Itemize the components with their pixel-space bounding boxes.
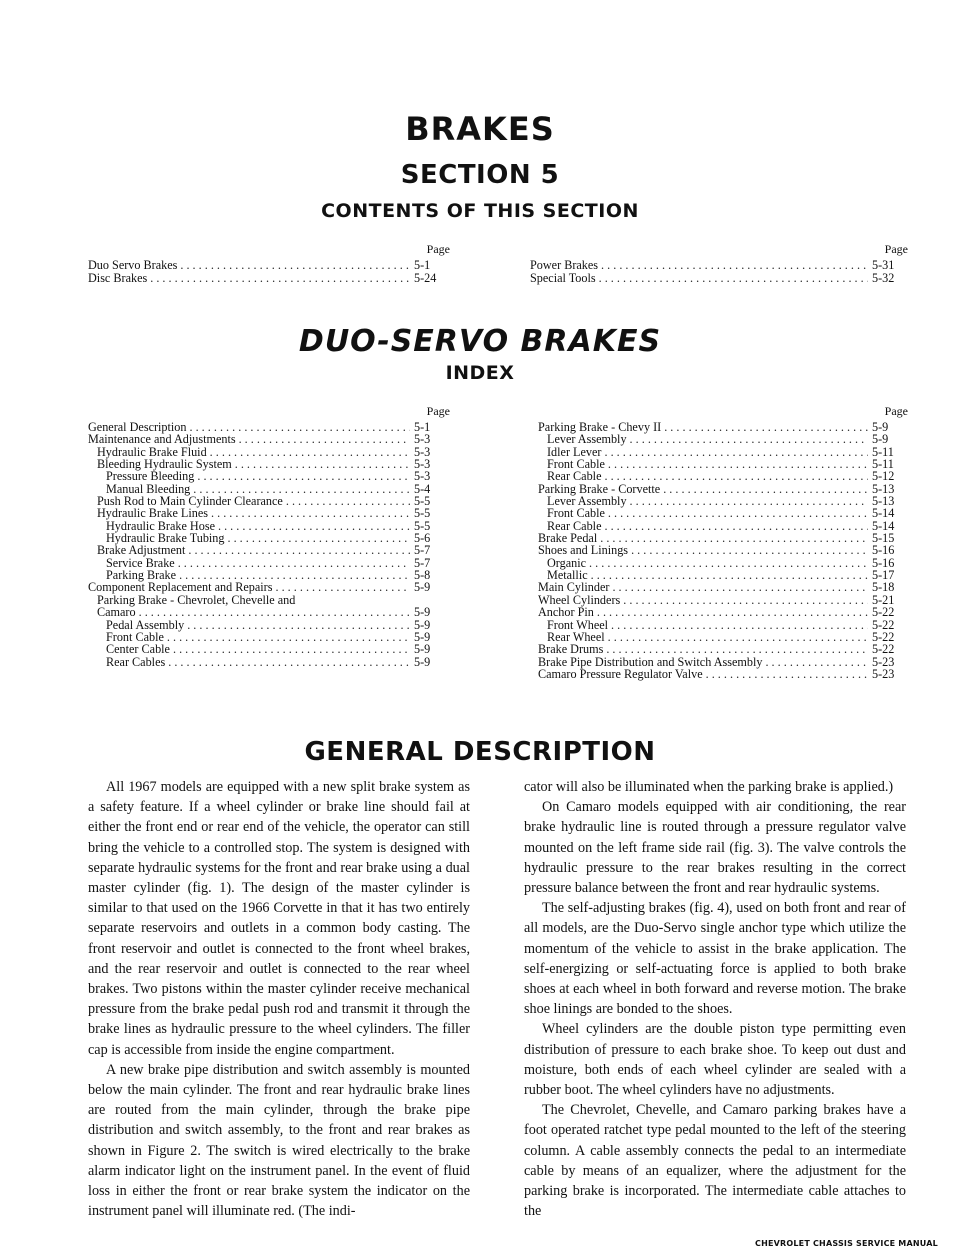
toc-entry	[88, 544, 450, 556]
section-number: SECTION 5	[400, 160, 560, 190]
body-paragraph: On Camaro models equipped with air conditioning, the rear brake hydraulic line is routed through a pressure regulator valve mounted on the left frame side rail (fig. 3). The valve controls the hydraulic pressure to the rear brakes resulting in the correct pressure balance between the front and rear hydraulic systems.	[524, 799, 906, 897]
toc-entry-page: 5-5	[414, 518, 431, 533]
toc-entry-page: 5-12	[872, 469, 895, 484]
duo-servo-heading: DUO-SERVO BRAKES	[298, 324, 662, 359]
toc-entry-label: Organic	[547, 555, 587, 570]
dot-leader	[601, 259, 868, 272]
toc-entry-page: 5-18	[872, 580, 895, 595]
toc-entry-label: Front Wheel	[547, 617, 609, 632]
dot-leader	[239, 433, 410, 445]
dot-leader	[235, 458, 410, 470]
toc-entry-page: 5-4	[414, 481, 431, 496]
toc-entry-label: Camaro Pressure Regulator Valve	[538, 666, 703, 681]
toc-entry-label: Brake Drums	[538, 642, 604, 657]
dot-leader	[173, 643, 410, 655]
toc-entry-page: 5-9	[414, 617, 431, 632]
toc-entry	[88, 643, 450, 655]
dot-leader	[180, 259, 410, 272]
toc-entry-page: 5-9	[414, 605, 431, 620]
toc-entry	[530, 272, 908, 285]
dot-leader	[150, 272, 410, 285]
toc-entry-label: Hydraulic Brake Fluid	[97, 444, 207, 459]
toc-entry-label: General Description	[88, 420, 187, 434]
dot-leader	[706, 668, 868, 680]
toc-entry	[88, 594, 450, 606]
index-list-left	[88, 405, 450, 668]
dot-leader	[597, 606, 868, 618]
page-column-header: Page	[426, 242, 450, 256]
toc-entry-label: Maintenance and Adjustments	[88, 432, 236, 447]
toc-entry-page: 5-23	[872, 666, 895, 681]
contents-heading: CONTENTS OF THIS SECTION	[321, 200, 639, 222]
dot-leader	[631, 544, 868, 556]
index-list-right	[538, 405, 908, 680]
toc-entry	[538, 470, 908, 482]
dot-leader	[286, 495, 410, 507]
toc-entry-page: 5-9	[872, 420, 889, 434]
toc-entry-label: Camaro	[97, 605, 136, 620]
body-paragraph: cator will also be illuminated when the parking brake is applied.)	[524, 779, 894, 795]
body-paragraph: Wheel cylinders are the double piston type permitting even distribution of pressure to each brake shoe. To keep out dust and moisture, both ends of each wheel cylinder are sealed with a rubber boot. The wheel cylinders have no adjustments.	[524, 1021, 906, 1099]
dot-leader	[218, 520, 410, 532]
general-description-heading: GENERAL DESCRIPTION	[304, 737, 656, 767]
toc-entry-page: 5-16	[872, 555, 895, 570]
dot-leader	[168, 656, 410, 668]
toc-entry-page: 5-3	[414, 457, 431, 472]
toc-entry-label: Front Cable	[547, 506, 605, 521]
dot-leader	[599, 272, 868, 285]
dot-leader	[608, 458, 868, 470]
page-column-header: Page	[426, 404, 450, 418]
toc-entry-label: Center Cable	[106, 642, 170, 657]
dot-leader	[604, 470, 868, 482]
toc-entry-page: 5-15	[872, 531, 895, 546]
dot-leader	[591, 569, 868, 581]
dot-leader	[197, 470, 410, 482]
toc-entry	[538, 619, 908, 631]
body-paragraph: All 1967 models are equipped with a new split brake system as a safety feature. If a wheel cylinder or brake line should fail at either the front end or rear end of the vehicle, the operator can still bring the vehicle to a controlled stop. The system is designed with separate hydraulic systems for the front and rear brake using a dual master cylinder (fig. 1). The design of the master cylinder is similar to that used on the 1966 Corvette in that it has two entirely separate reservoirs and outlets in a common body casting. The front reservoir and outlet is connected to the front wheel brakes, and the rear reservoir and outlet is connected to the rear wheel brakes. Two pistons within the master cylinder receive mechanical pressure from the brake pedal push rod and transmit it through the brake lines as hydraulic pressure to the wheel cylinders. The filler cap is accessible from inside the engine compartment.	[88, 779, 470, 1058]
index-heading: INDEX	[445, 362, 515, 384]
dot-leader	[765, 656, 868, 668]
toc-entry-label: Parking Brake - Corvette	[538, 481, 661, 496]
toc-entry-page: 5-32	[872, 271, 895, 285]
dot-leader	[611, 619, 868, 631]
toc-entry-label: Hydraulic Brake Tubing	[106, 531, 225, 546]
dot-leader	[227, 532, 410, 544]
dot-leader	[606, 643, 868, 655]
toc-entry	[538, 507, 908, 519]
dot-leader	[608, 631, 868, 643]
toc-entry	[88, 470, 450, 482]
toc-entry-page: 5-11	[872, 457, 894, 472]
toc-entry-label: Main Cylinder	[538, 580, 610, 595]
toc-entry	[88, 606, 450, 618]
toc-entry	[538, 606, 908, 618]
toc-entry	[538, 433, 908, 445]
toc-entry-label: Rear Cables	[106, 654, 166, 669]
toc-entry-page: 5-14	[872, 506, 895, 521]
dot-leader	[612, 581, 868, 593]
contents-list-right	[530, 243, 908, 285]
toc-entry	[538, 557, 908, 569]
toc-entry-page: 5-14	[872, 518, 895, 533]
toc-entry-page: 5-23	[872, 654, 895, 669]
toc-entry-label: Idler Lever	[547, 444, 602, 459]
dot-leader	[623, 594, 868, 606]
toc-entry	[538, 544, 908, 556]
toc-entry-page: 5-5	[414, 506, 431, 521]
toc-entry-page: 5-3	[414, 432, 431, 447]
contents-list-left	[88, 243, 450, 285]
toc-entry-page: 5-9	[414, 642, 431, 657]
toc-entry-page: 5-9	[414, 654, 431, 669]
toc-entry-label: Component Replacement and Repairs	[88, 580, 273, 595]
toc-entry-label: Front Cable	[547, 457, 605, 472]
toc-entry-label: Lever Assembly	[547, 432, 627, 447]
toc-entry	[88, 619, 450, 631]
toc-entry-label: Shoes and Linings	[538, 543, 629, 558]
dot-leader	[167, 631, 410, 643]
dot-leader	[608, 507, 868, 519]
dot-leader	[664, 421, 868, 433]
page-title: BRAKES	[405, 110, 555, 148]
dot-leader	[604, 520, 868, 532]
toc-entry-page: 5-6	[414, 531, 431, 546]
toc-entry-label: Brake Adjustment	[97, 543, 186, 558]
toc-entry-label: Brake Pipe Distribution and Switch Assembly	[538, 654, 763, 669]
dot-leader	[210, 446, 410, 458]
toc-entry-label: Lever Assembly	[547, 494, 627, 509]
toc-entry-label: Metallic	[547, 568, 588, 583]
toc-entry-page: 5-31	[872, 258, 895, 272]
toc-entry-page: 5-22	[872, 605, 895, 620]
toc-entry-label: Parking Brake - Chevrolet, Chevelle and	[97, 592, 296, 607]
toc-entry-page: 5-16	[872, 543, 895, 558]
body-paragraph: A new brake pipe distribution and switch assembly is mounted below the main cylinder. The front and rear hydraulic brake lines are routed from the main cylinder, through the brake pipe distribution and switch assembly, to the front and rear brakes as shown in Figure 2. The switch is wired electrically to the brake alarm indicator light on the instrument panel. In the event of fluid loss in either the front or rear brake system the indicator on the instrument panel will illuminate red. (The indi-	[88, 1061, 470, 1220]
toc-entry-label: Rear Wheel	[547, 629, 605, 644]
dot-leader	[663, 483, 868, 495]
toc-entry-page: 5-17	[872, 568, 895, 583]
toc-entry-label: Front Cable	[106, 629, 164, 644]
toc-entry-page: 5-7	[414, 555, 431, 570]
toc-entry-label: Pressure Bleeding	[106, 469, 195, 484]
toc-entry-label: Wheel Cylinders	[538, 592, 621, 607]
toc-entry-label: Disc Brakes	[88, 271, 148, 285]
dot-leader	[139, 606, 410, 618]
toc-entry-page: 5-22	[872, 617, 895, 632]
toc-entry-page: 5-11	[872, 444, 894, 459]
toc-entry-page: 5-9	[414, 580, 431, 595]
toc-entry	[538, 581, 908, 593]
toc-entry-page: 5-22	[872, 629, 895, 644]
toc-entry-page: 5-13	[872, 481, 895, 496]
dot-leader	[211, 507, 410, 519]
dot-leader	[630, 433, 868, 445]
toc-entry-page: 5-5	[414, 494, 431, 509]
page-column-header: Page	[884, 404, 908, 418]
toc-entry-label: Power Brakes	[530, 258, 599, 272]
toc-entry-page: 5-13	[872, 494, 895, 509]
toc-entry	[538, 643, 908, 655]
toc-entry-page: 5-21	[872, 592, 895, 607]
toc-entry-label: Pedal Assembly	[106, 617, 185, 632]
dot-leader	[187, 619, 410, 631]
toc-entry-page: 5-9	[872, 432, 889, 447]
toc-entry	[88, 507, 450, 519]
toc-entry	[88, 581, 450, 593]
toc-entry-page: 5-3	[414, 469, 431, 484]
toc-entry-page: 5-1	[414, 258, 431, 272]
body-column-right	[524, 777, 906, 1221]
toc-entry-label: Hydraulic Brake Lines	[97, 506, 209, 521]
toc-entry-page: 5-22	[872, 642, 895, 657]
dot-leader	[604, 446, 868, 458]
toc-entry-page: 5-3	[414, 444, 431, 459]
dot-leader	[188, 544, 410, 556]
toc-entry-label: Parking Brake - Chevy II	[538, 420, 662, 434]
toc-entry-label: Parking Brake	[106, 568, 177, 583]
toc-entry-label: Duo Servo Brakes	[88, 258, 178, 272]
dot-leader	[275, 581, 410, 593]
toc-entry-label: Manual Bleeding	[106, 481, 191, 496]
page-column-header: Page	[884, 242, 908, 256]
toc-entry	[88, 433, 450, 445]
body-column-left	[88, 777, 470, 1221]
toc-entry-label: Anchor Pin	[538, 605, 594, 620]
toc-entry	[88, 272, 450, 285]
toc-entry	[538, 668, 908, 680]
toc-entry-label: Bleeding Hydraulic System	[97, 457, 232, 472]
dot-leader	[178, 557, 410, 569]
toc-entry-page: 5-8	[414, 568, 431, 583]
footer-manual-title: CHEVROLET CHASSIS SERVICE MANUAL	[755, 1239, 938, 1248]
toc-entry-label: Service Brake	[106, 555, 175, 570]
body-paragraph: The Chevrolet, Chevelle, and Camaro parking brakes have a foot operated ratchet type pedal mounted to the left of the steering column. A cable assembly connects the pedal to an intermediate cable by means of an equalizer, where the adjustment for the parking brake is incorporated. The intermediate cable attaches to the	[524, 1102, 906, 1220]
dot-leader	[630, 495, 868, 507]
body-paragraph: The self-adjusting brakes (fig. 4), used on both front and rear of all models, are the Duo-Servo single anchor type which utilize the momentum of the vehicle to assist in the brake application. The self-energizing or self-actuating force is applied to both brake shoes at each wheel in both forward and reverse motion. The brake shoe linings are bonded to the shoes.	[524, 900, 906, 1018]
toc-entry-page: 5-9	[414, 629, 431, 644]
toc-entry-page: 5-7	[414, 543, 431, 558]
toc-entry-label: Special Tools	[530, 271, 596, 285]
dot-leader	[589, 557, 868, 569]
toc-entry-label: Brake Pedal	[538, 531, 598, 546]
toc-entry-page: 5-24	[414, 271, 437, 285]
toc-entry-label: Rear Cable	[547, 469, 602, 484]
dot-leader	[600, 532, 868, 544]
toc-entry-label: Rear Cable	[547, 518, 602, 533]
toc-entry	[88, 656, 450, 668]
toc-entry-label: Push Rod to Main Cylinder Clearance	[97, 494, 283, 509]
toc-entry-page: 5-1	[414, 420, 431, 434]
toc-entry-label: Hydraulic Brake Hose	[106, 518, 215, 533]
